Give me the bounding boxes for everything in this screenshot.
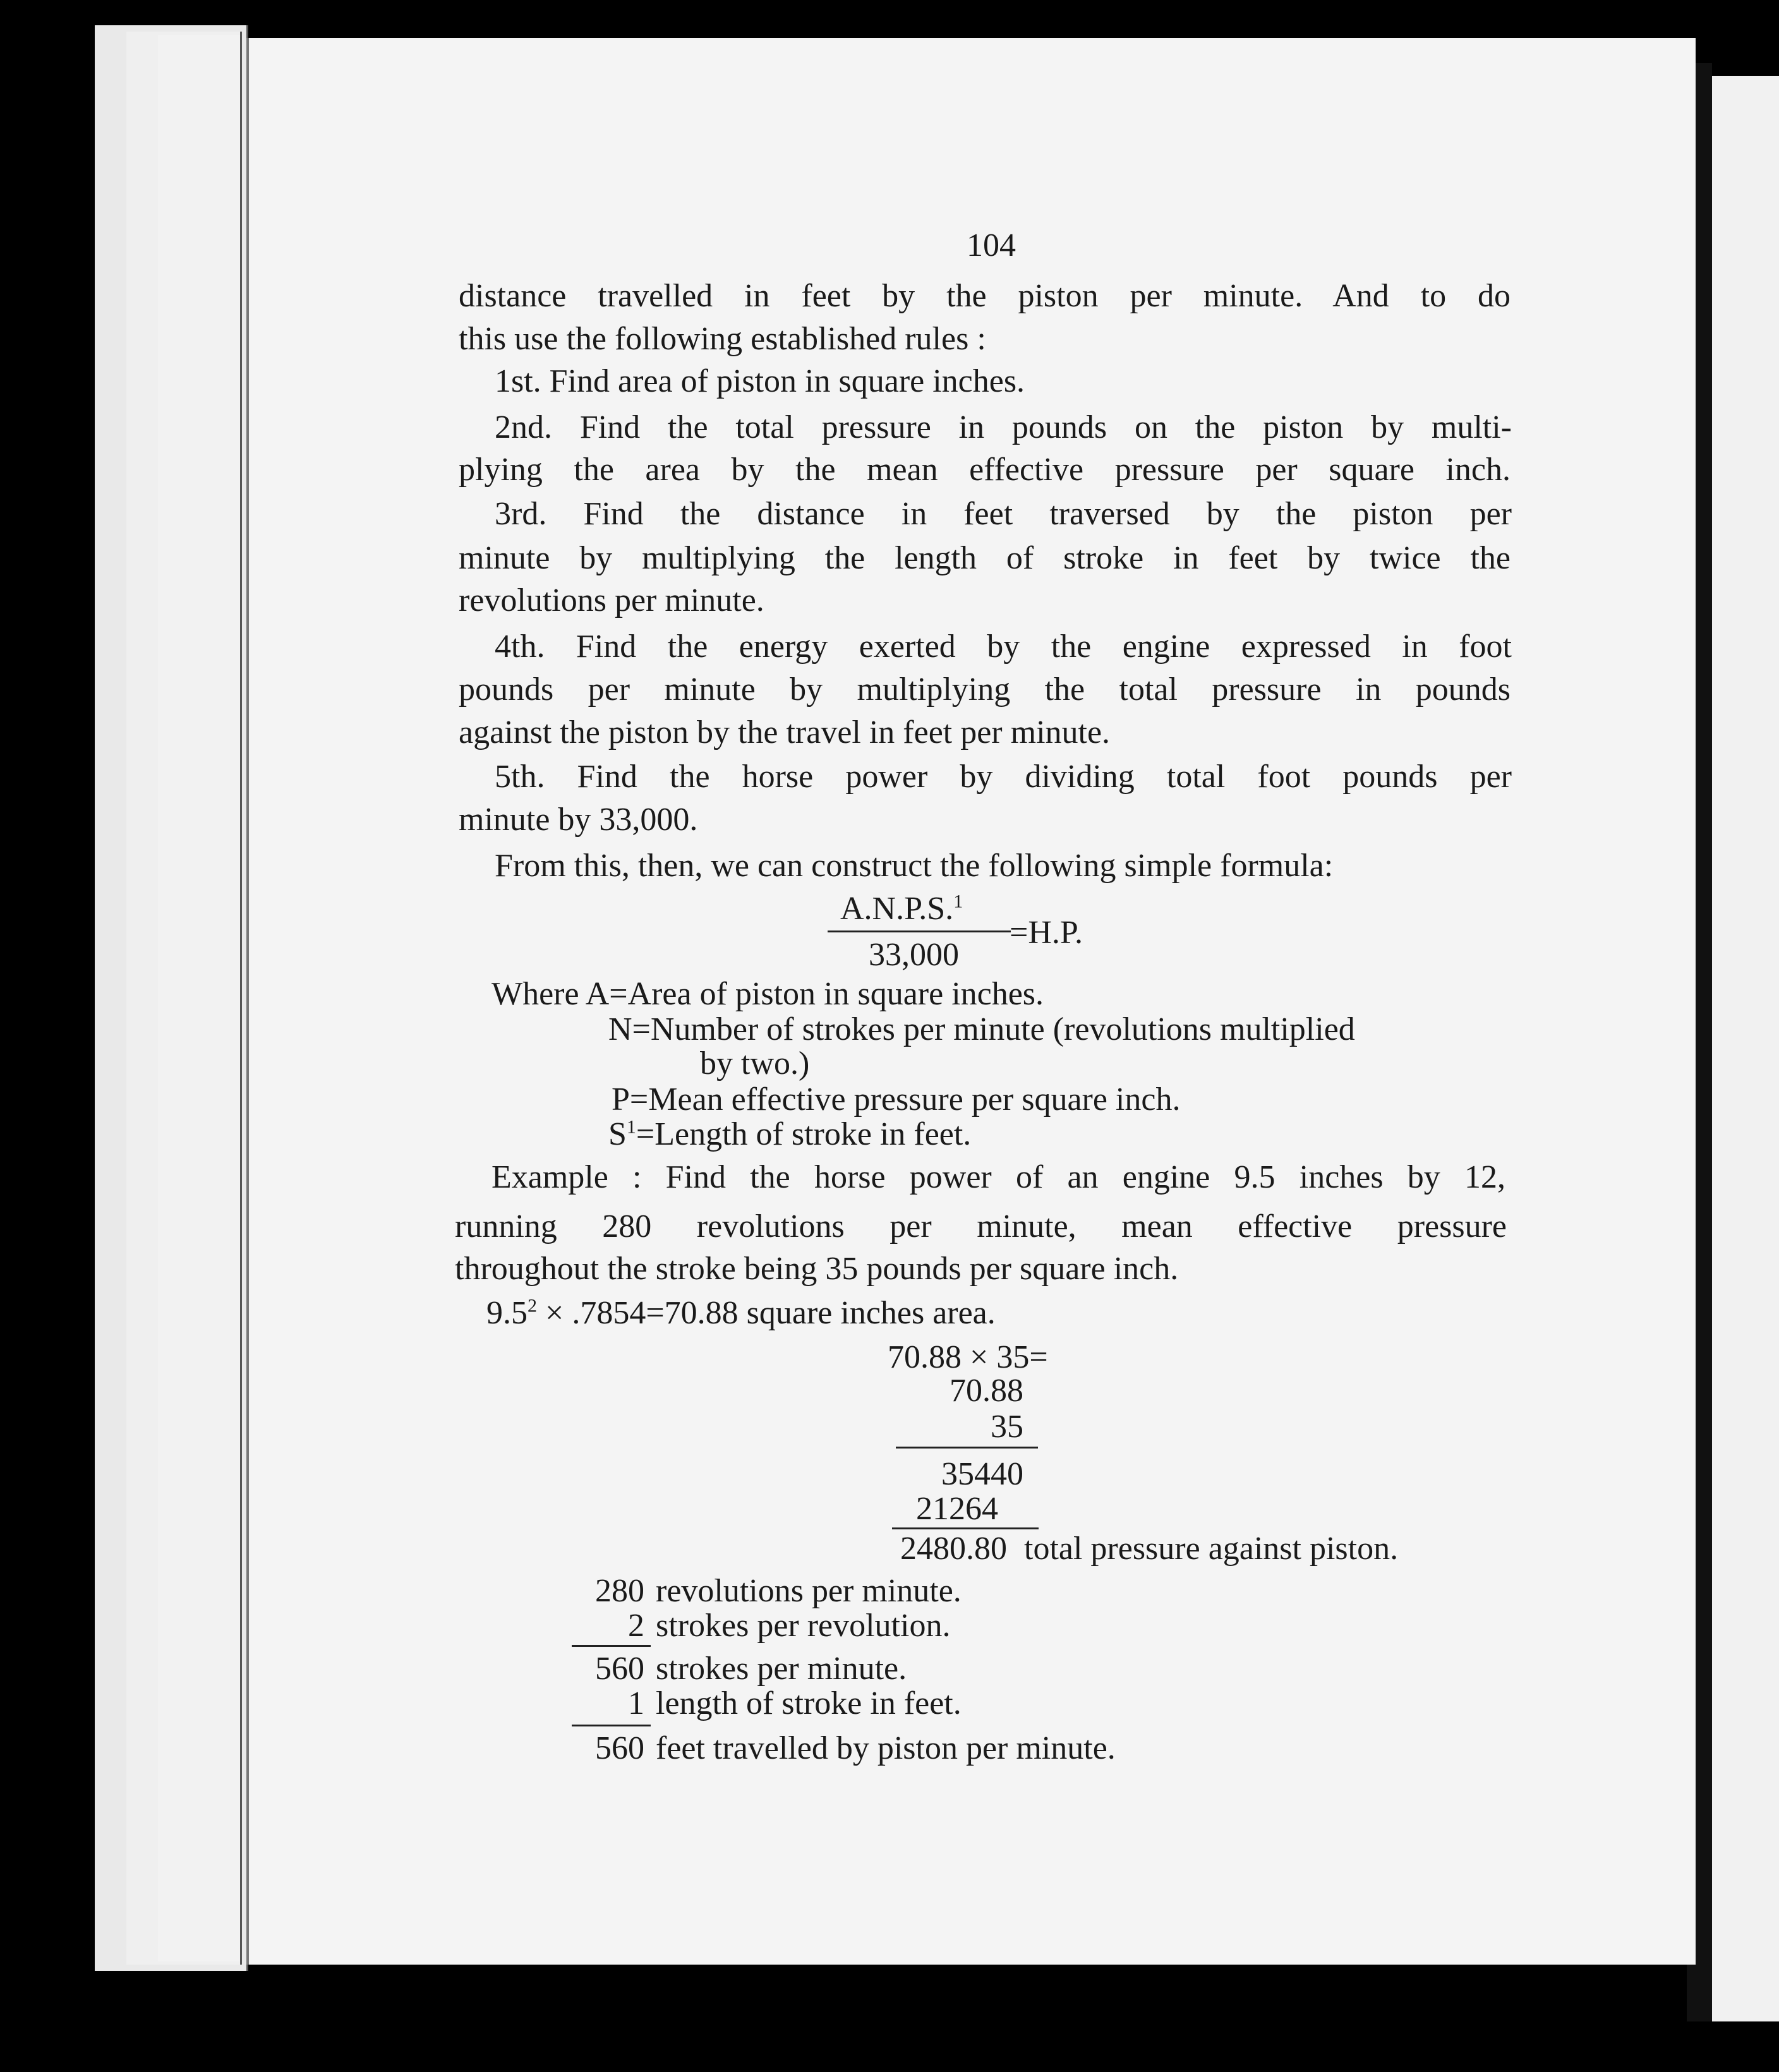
area-base: 9.5 [486,1295,528,1331]
calc-rule [896,1447,1038,1449]
intro-line: distance travelled in feet by the piston per minute. And to do [459,278,1511,314]
travel-label: length of stroke in feet. [656,1685,962,1721]
rule-5-line: minute by 33,000. [459,802,698,838]
definition-a: Where A=Area of piston in square inches. [491,976,1044,1012]
example-line: throughout the stroke being 35 pounds per square inch. [455,1251,1179,1287]
travel-value: 1 [628,1685,644,1721]
rule-4-line: 4th. Find the energy exerted by the engine expressed in foot [495,629,1512,665]
travel-value: 2 [628,1608,644,1644]
rule-3-line: minute by multiplying the length of stroke in feet by twice the [459,540,1511,576]
travel-value: 280 [595,1573,644,1609]
travel-rule [572,1725,651,1726]
intro-line: this use the following established rules : [459,321,986,357]
numerator-text: A.N.P.S. [840,891,954,927]
travel-label: feet travelled by piston per minute. [656,1730,1116,1766]
calc-partial-1: 35440 [941,1456,1023,1492]
travel-value: 560 [595,1730,644,1766]
definition-s [608,1113,971,1156]
area-rest: × .7854=70.88 square inches area. [537,1295,996,1331]
travel-label: strokes per revolution. [656,1608,951,1644]
rule-4-line: pounds per minute by multiplying the total pressure in pounds [459,672,1511,708]
calc-head: 70.88 × 35= [888,1339,1048,1375]
rule-2-line: 2nd. Find the total pressure in pounds on the piston by multi- [495,409,1512,445]
definition-n-cont: by two.) [700,1045,810,1081]
calc-partial-2: 21264 [916,1491,998,1527]
calc-total-value: 2480.80 [900,1531,1007,1567]
s-text: =Length of stroke in feet. [636,1116,972,1152]
facing-page [1712,76,1779,2021]
s-label: S [608,1116,627,1152]
rule-3-line: 3rd. Find the distance in feet traversed by the piston per [495,496,1512,532]
travel-rule [572,1645,651,1647]
area-calc [486,1292,996,1335]
rule-2-line: plying the area by the mean effective pressure per square inch. [459,452,1511,488]
page-edge [158,35,242,1961]
example-line: running 280 revolutions per minute, mean effective pressure [455,1208,1507,1244]
calc-total-label: total pressure against piston. [1024,1531,1399,1567]
definition-p: P=Mean effective pressure per square inch. [612,1081,1181,1117]
rule-1: 1st. Find area of piston in square inches. [495,363,1025,399]
calc-multiplicand: 70.88 [950,1373,1023,1409]
page-number: 104 [967,227,1016,263]
numerator-superscript: 1 [953,891,963,912]
rule-3-line: revolutions per minute. [459,582,764,618]
calc-total [900,1527,1398,1570]
formula-result: =H.P. [1010,915,1083,951]
area-superscript: 2 [528,1295,537,1316]
travel-value: 560 [595,1651,644,1687]
formula-numerator [840,888,963,931]
travel-label: revolutions per minute. [656,1573,962,1609]
rule-4-line: against the piston by the travel in feet per minute. [459,714,1111,750]
example-line: Example : Find the horse power of an engine 9.5 inches by 12, [491,1159,1505,1195]
calc-multiplier: 35 [991,1409,1023,1445]
formula-lead: From this, then, we can construct the following simple formula: [495,848,1334,884]
fraction-bar [828,931,1011,932]
formula-denominator: 33,000 [869,937,959,973]
rule-5-line: 5th. Find the horse power by dividing total foot pounds per [495,759,1512,795]
definition-n: N=Number of strokes per minute (revolutions multiplied [608,1011,1355,1047]
travel-label: strokes per minute. [656,1651,907,1687]
s-superscript: 1 [626,1116,636,1138]
